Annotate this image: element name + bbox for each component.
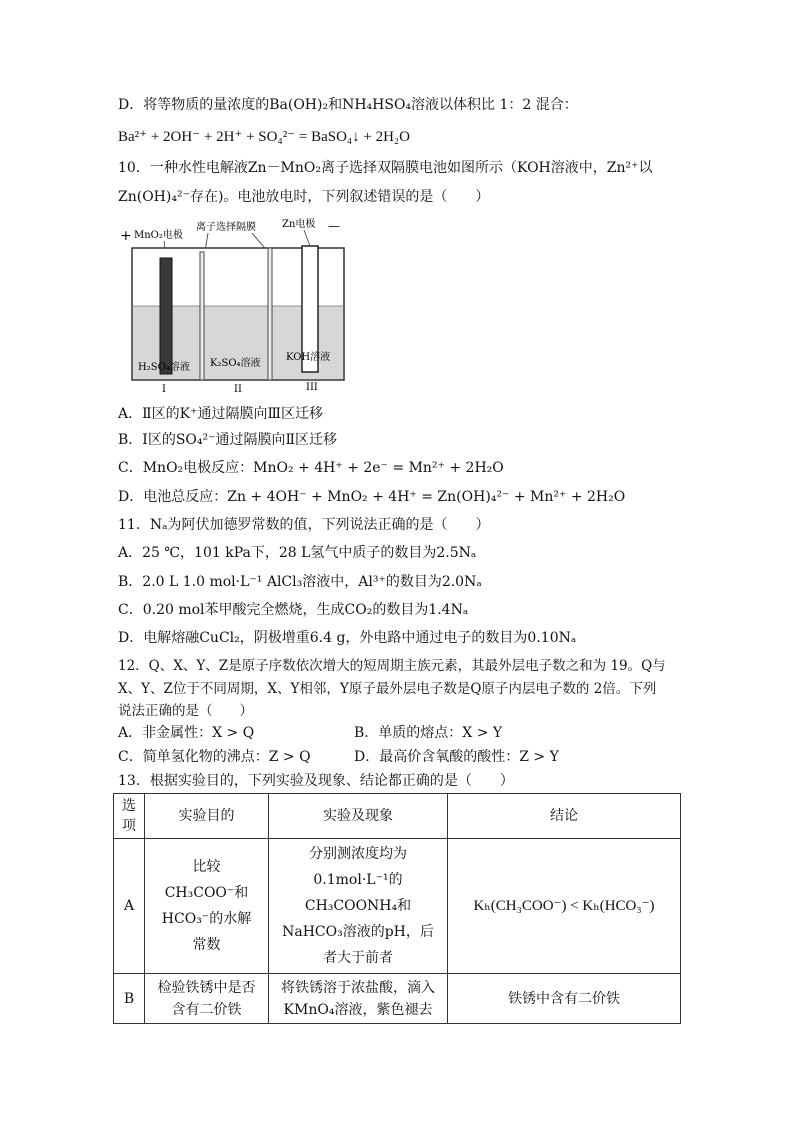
table-row <box>114 974 681 1024</box>
battery-diagram <box>116 218 356 394</box>
q12-option-d: D．最高价含氧酸的酸性：Z > Y <box>354 749 559 765</box>
table-header-row <box>114 794 681 839</box>
q10-stem-line2: Zn(OH)₄²⁻存在)。电池放电时，下列叙述错误的是（ ） <box>118 189 490 205</box>
header-experiment: 实验及现象 <box>269 794 448 839</box>
row-b-experiment: 将铁锈溶于浓盐酸，滴入KMnO₄溶液，紫色褪去 <box>269 974 448 1024</box>
q12-options-row1 <box>118 722 502 744</box>
row-a-conclusion: Kₕ(CH₃COO⁻) < Kₕ(HCO₃⁻) <box>448 839 681 974</box>
row-a-purpose: 比较CH₃COO⁻和HCO₃⁻的水解常数 <box>145 839 269 974</box>
positive-sign: + <box>120 228 132 244</box>
header-purpose: 实验目的 <box>145 794 269 839</box>
membrane-left <box>200 252 204 380</box>
q9-option-d: D．将等物质的量浓度的Ba(OH)₂和NH₄HSO₄溶液以体积比 1：2 混合： <box>118 97 578 113</box>
q12-option-c: C．简单氢化物的沸点：Z > Q <box>118 749 311 765</box>
q10-option-c: C．MnO₂电极反应：MnO₂ + 4H⁺ + 2e⁻ = Mn²⁺ + 2H₂O <box>118 460 504 476</box>
row-a-option: A <box>114 839 145 974</box>
q11-option-c: C．0.20 mol苯甲酸完全燃烧，生成CO₂的数目为1.4Nₐ <box>118 602 469 618</box>
q11-stem: 11．Nₐ为阿伏加德罗常数的值，下列说法正确的是（ ） <box>118 517 490 533</box>
q13-stem: 13．根据实验目的，下列实验及现象、结论都正确的是（ ） <box>118 773 514 789</box>
q11-option-b: B．2.0 L 1.0 mol·L⁻¹ AlCl₃溶液中，Al³⁺的数目为2.0Nₐ <box>118 574 482 590</box>
row-b-purpose: 检验铁锈中是否含有二价铁 <box>145 974 269 1024</box>
zone-3-label: III <box>306 382 318 393</box>
q12-option-b: B．单质的熔点：X > Y <box>354 725 503 741</box>
q12-stem-line3: 说法正确的是（ ） <box>118 703 253 719</box>
solution-h2so4: H₂SO₄溶液 <box>138 362 190 373</box>
q12-stem-line2: X、Y、Z位于不同周期，X、Y相邻，Y原子最外层电子数是Q原子内层电子数的 2倍。下列 <box>118 681 657 697</box>
q12-stem-line1: 12．Q、X、Y、Z是原子序数依次增大的短周期主族元素，其最外层电子数之和为 19。Q与 <box>118 658 666 674</box>
zone-2-label: II <box>234 384 242 394</box>
solution-k2so4: K₂SO₄溶液 <box>210 358 261 369</box>
row-b-option: B <box>114 974 145 1024</box>
solution-koh: KOH溶液 <box>286 352 331 363</box>
zone-1-label: I <box>162 384 166 394</box>
header-option: 选项 <box>114 794 145 839</box>
q10-stem-line1: 10．一种水性电解液Zn－MnO₂离子选择双隔膜电池如图所示（KOH溶液中，Zn²⁺以 <box>118 160 653 176</box>
mno2-electrode <box>160 258 172 374</box>
q10-option-b: B．Ⅰ区的SO₄²⁻通过隔膜向Ⅱ区迁移 <box>118 432 338 448</box>
q12-option-a: A．非金属性：X > Q <box>118 725 255 741</box>
q10-option-d: D．电池总反应：Zn + 4OH⁻ + MnO₂ + 4H⁺ = Zn(OH)₄²⁻ + Mn²⁺ + 2H₂O <box>118 489 626 505</box>
q10-option-a: A．Ⅱ区的K⁺通过隔膜向Ⅲ区迁移 <box>118 406 323 422</box>
label-zn-electrode: Zn电极 <box>282 219 316 230</box>
label-mno2-electrode: MnO₂电极 <box>134 230 183 241</box>
label-ion-membrane: 离子选择隔膜 <box>196 222 256 233</box>
q11-option-a: A．25 ℃，101 kPa下，28 L氢气中质子的数目为2.5Nₐ <box>118 545 477 561</box>
table-row <box>114 839 681 974</box>
q11-option-d: D．电解熔融CuCl₂，阴极增重6.4 g，外电路中通过电子的数目为0.10Nₐ <box>118 630 577 646</box>
q12-options-row2 <box>118 746 559 768</box>
row-a-experiment: 分别测浓度均为0.1mol·L⁻¹的CH₃COONH₄和NaHCO₃溶液的pH，后者大于前者 <box>269 839 448 974</box>
negative-sign: — <box>328 219 340 233</box>
experiment-table <box>113 793 681 1024</box>
header-conclusion: 结论 <box>448 794 681 839</box>
q9-option-d-equation: Ba²⁺ + 2OH⁻ + 2H⁺ + SO₄²⁻ = BaSO₄↓ + 2H₂O <box>118 129 410 145</box>
row-b-conclusion: 铁锈中含有二价铁 <box>448 974 681 1024</box>
membrane-right <box>268 248 272 380</box>
